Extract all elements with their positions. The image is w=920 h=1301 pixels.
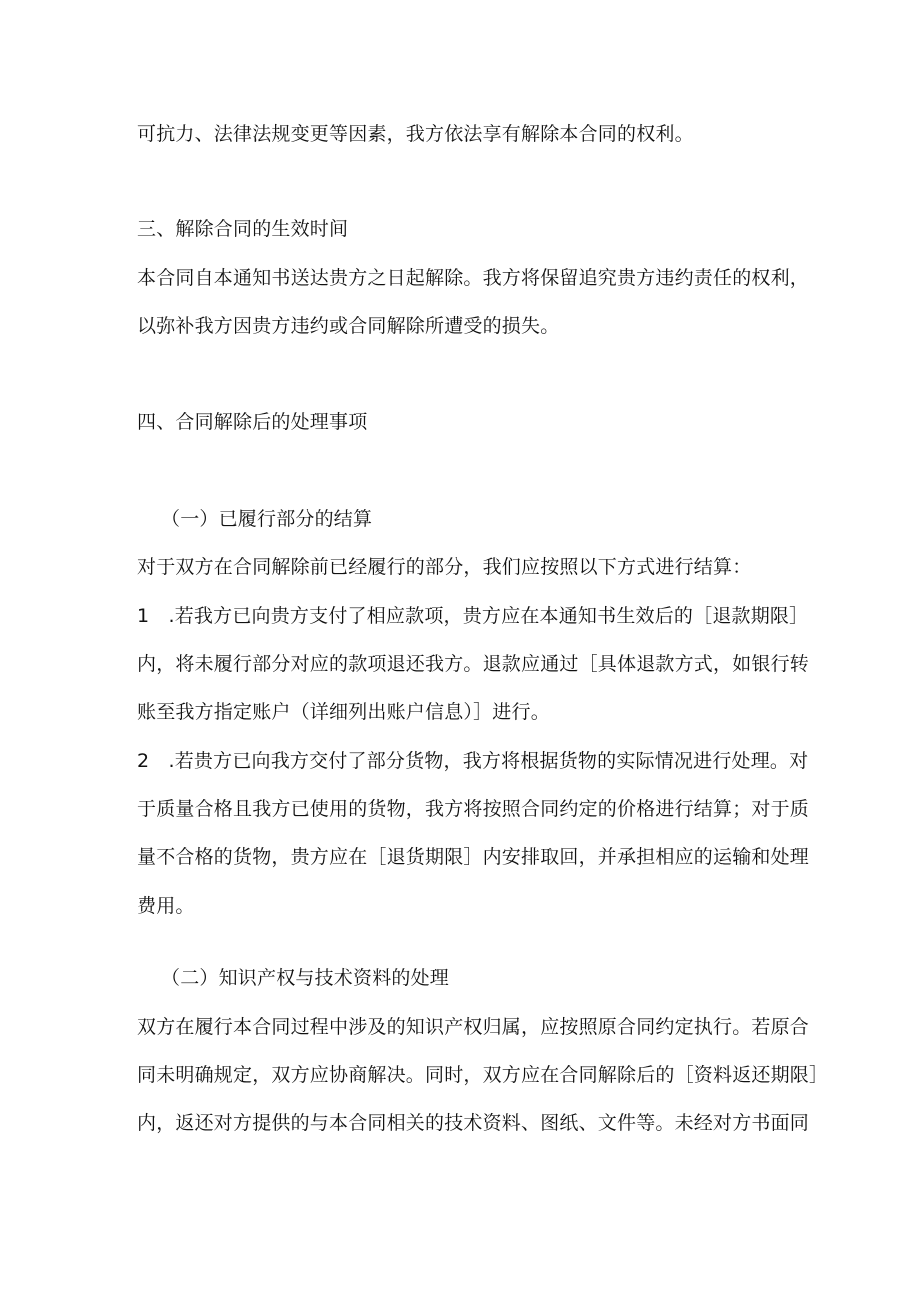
text-line: 内，返还对方提供的与本合同相关的技术资料、图纸、文件等。未经对方书面同 (137, 1112, 810, 1134)
text-line: 内，将未履行部分对应的款项退还我方。退款应通过［具体退款方式，如银行转 (137, 653, 810, 675)
text-line: 账至我方指定账户（详细列出账户信息）］进行。 (137, 701, 550, 723)
text-line: 以弥补我方因贵方违约或合同解除所遭受的损失。 (137, 315, 560, 337)
text-line: 对于双方在合同解除前已经履行的部分，我们应按照以下方式进行结算： (137, 556, 752, 578)
list-item-line: 2 .若贵方已向我方交付了部分货物，我方将根据货物的实际情况进行处理。对 (137, 750, 809, 772)
section-heading: 四、合同解除后的处理事项 (137, 411, 368, 433)
text-line: 双方在履行本合同过程中涉及的知识产权归属，应按照原合同约定执行。若原合 (137, 1016, 810, 1038)
text-line: 量不合格的货物，贵方应在［退货期限］内安排取回，并承担相应的运输和处理 (137, 846, 810, 868)
section-heading: 三、解除合同的生效时间 (137, 218, 349, 240)
text-line: 可抗力、法律法规变更等因素，我方依法享有解除本合同的权利。 (137, 123, 694, 145)
list-item-line: 1 .若我方已向贵方支付了相应款项，贵方应在本通知书生效后的［退款期限］ (137, 605, 809, 627)
text-line: 于质量合格且我方已使用的货物，我方将按照合同约定的价格进行结算；对于质 (137, 798, 810, 820)
subsection-heading: （二）知识产权与技术资料的处理 (161, 967, 450, 989)
text-line: 本合同自本通知书送达贵方之日起解除。我方将保留追究贵方违约责任的权利， (137, 267, 810, 289)
text-line: 同未明确规定，双方应协商解决。同时，双方应在合同解除后的［资料返还期限］ (137, 1064, 829, 1086)
text-line: 费用。 (137, 895, 195, 917)
subsection-heading: （一）已履行部分的结算 (161, 508, 373, 530)
